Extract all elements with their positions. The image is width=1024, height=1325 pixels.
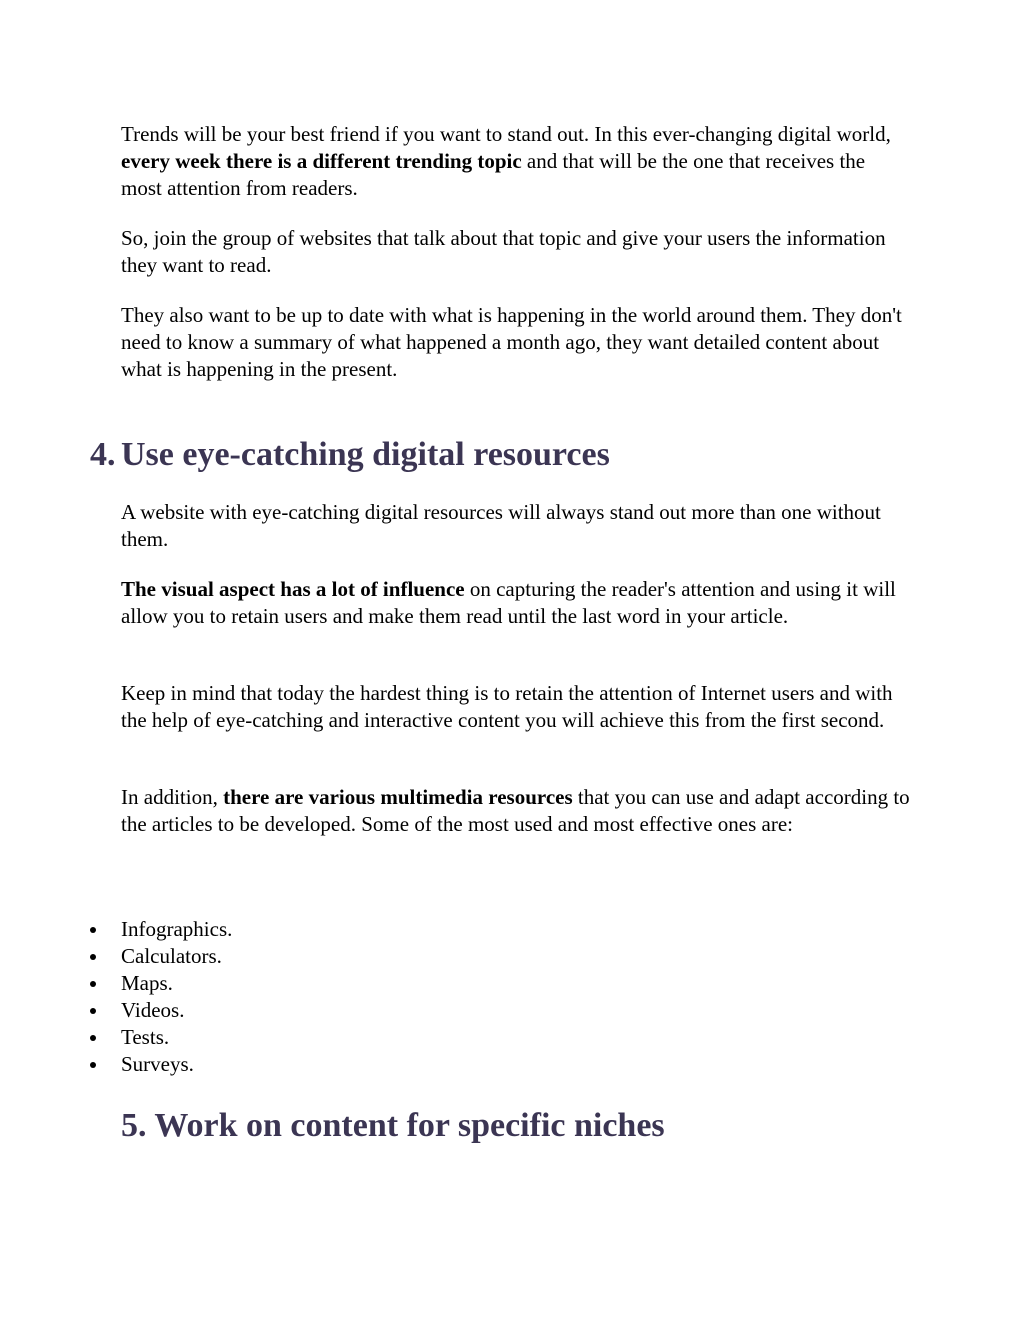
list-item-label: Videos. [121,998,185,1022]
paragraph-text: So, join the group of websites that talk about that topic and give your users the information they want to read. [121,226,886,277]
bullet-icon [90,1008,96,1014]
bullet-icon [90,1035,96,1041]
paragraph-text: They also want to be up to date with what is happening in the world around them. They don't need to know a summary of what happened a month ago, they want detailed content about what is happening in the present. [121,303,902,381]
list-item [90,1051,232,1078]
list-item-label: Surveys. [121,1052,194,1076]
list-item-label: Maps. [121,971,173,995]
bullet-icon [90,954,96,960]
bold-emphasis: every week there is a different trending topic [121,149,522,173]
section-heading-4 [90,435,890,475]
list-item [90,970,232,997]
paragraph-text: A website with eye-catching digital resources will always stand out more than one without them. [121,500,881,551]
bullet-icon [90,1062,96,1068]
paragraph-text: on capturing the reader's attention and using it will allow you to retain users and make them read until the last word in your article. [121,577,896,628]
list-item-label: Infographics. [121,917,233,941]
heading-number: 4. [90,436,116,473]
section-heading-5 [121,1106,911,1146]
list-item [90,997,232,1024]
bold-emphasis: The visual aspect has a lot of influence [121,577,465,601]
paragraph-join-group [121,225,911,279]
list-item-label: Tests. [121,1025,170,1049]
paragraph-text: and that will be the one that receives the most attention from readers. [121,149,866,200]
paragraph-in-addition [121,784,911,838]
paragraph-up-to-date [121,302,911,383]
multimedia-resources-list [90,916,232,1078]
paragraph-text: Keep in mind that today the hardest thing is to retain the attention of Internet users and with the help of eye-catching and interactive content you will achieve this from the first second. [121,681,893,732]
heading-title: Use eye-catching digital resources [121,436,610,473]
heading-title: 5. Work on content for specific niches [121,1107,665,1144]
paragraph-visual-aspect [121,576,911,630]
paragraph-eye-catching [121,499,911,553]
list-item [90,916,232,943]
paragraph-keep-in-mind [121,680,911,734]
paragraph-text: In addition, [121,785,224,809]
bold-emphasis: there are various multimedia resources [223,785,573,809]
bullet-icon [90,927,96,933]
list-item-label: Calculators. [121,944,222,968]
bullet-icon [90,981,96,987]
paragraph-text: Trends will be your best friend if you want to stand out. In this ever-changing digital world, [121,122,891,146]
list-item [90,943,232,970]
paragraph-text: that you can use and adapt according to the articles to be developed. Some of the most used and most effective ones are: [121,785,910,836]
paragraph-trends [121,121,911,202]
list-item [90,1024,232,1051]
